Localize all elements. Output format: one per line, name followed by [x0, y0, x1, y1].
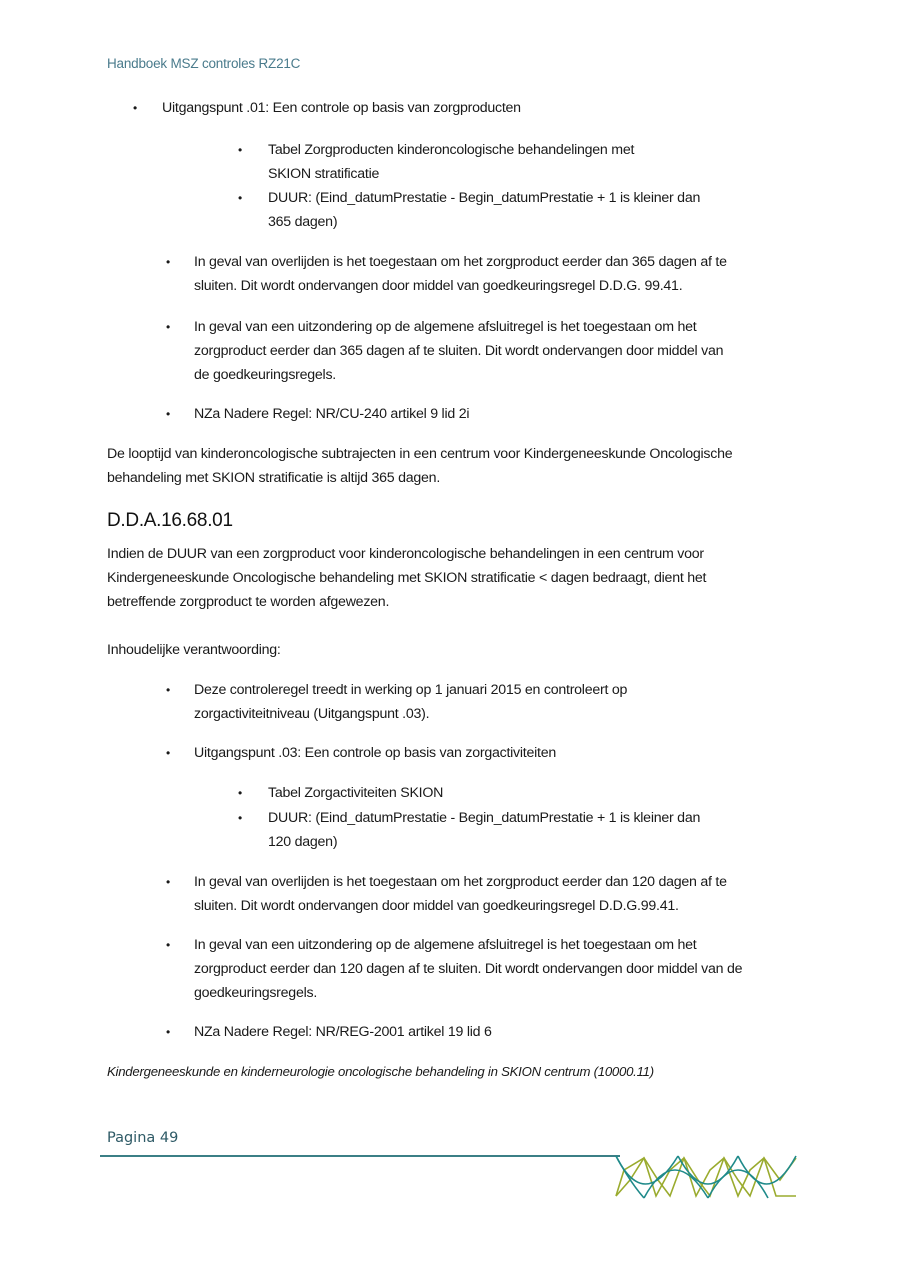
uitgangspunt-03: Uitgangspunt .03: Een controle op basis van zorgactiviteiten	[194, 745, 556, 761]
page-number: Pagina 49	[107, 1130, 179, 1146]
bullet-line: de goedkeuringsregels.	[194, 367, 336, 383]
bullet-uitzondering	[194, 315, 794, 387]
bullet-icon: •	[166, 255, 171, 269]
bullet-icon: •	[238, 786, 243, 800]
bullet-nza-regel: NZa Nadere Regel: NR/REG-2001 artikel 19 lid 6	[194, 1024, 492, 1040]
bullet-uitzondering	[194, 933, 794, 1005]
sub-item-line: 120 dagen)	[268, 834, 338, 850]
bullet-icon: •	[166, 320, 171, 334]
bullet-line: sluiten. Dit wordt ondervangen door middel van goedkeuringsregel D.D.G. 99.41.	[194, 278, 683, 294]
rule-heading: D.D.A.16.68.01	[107, 510, 233, 531]
bullet-icon: •	[238, 143, 243, 157]
bullet-icon: •	[166, 407, 171, 421]
sub-item-tabel: Tabel Zorgactiviteiten SKION	[268, 785, 444, 801]
rule-paragraph	[107, 542, 797, 614]
paragraph-line: betreffende zorgproduct te worden afgewezen.	[107, 594, 390, 610]
bullet-icon: •	[238, 811, 243, 825]
bullet-line: Deze controleregel treedt in werking op 1 januari 2015 en controleert op	[194, 682, 628, 698]
bullet-icon: •	[166, 875, 171, 889]
sub-item-line: Tabel Zorgproducten kinderoncologische behandelingen met	[268, 142, 635, 158]
sub-item-line: SKION stratificatie	[268, 166, 380, 182]
logo-olive-zigzag	[616, 1158, 796, 1196]
paragraph-line: behandeling met SKION stratificatie is altijd 365 dagen.	[107, 470, 441, 486]
uitgangspunt-01: Uitgangspunt .01: Een controle op basis van zorgproducten	[162, 100, 521, 116]
running-header: Handboek MSZ controles RZ21C	[107, 56, 301, 71]
bullet-overlijden	[194, 870, 794, 918]
bullet-line: In geval van overlijden is het toegestaan om het zorgproduct eerder dan 365 dagen af te	[194, 254, 727, 270]
bullet-nza-regel: NZa Nadere Regel: NR/CU-240 artikel 9 lid 2i	[194, 406, 470, 422]
bullet-icon: •	[133, 101, 138, 115]
verantwoording-label: Inhoudelijke verantwoording:	[107, 642, 281, 658]
sub-item-line: DUUR: (Eind_datumPrestatie - Begin_datumPrestatie + 1 is kleiner dan	[268, 810, 701, 826]
sub-item-line: DUUR: (Eind_datumPrestatie - Begin_datumPrestatie + 1 is kleiner dan	[268, 190, 701, 206]
bullet-line: sluiten. Dit wordt ondervangen door middel van goedkeuringsregel D.D.G.99.41.	[194, 898, 679, 914]
bullet-line: zorgproduct eerder dan 120 dagen af te sluiten. Dit wordt ondervangen door middel van de	[194, 961, 743, 977]
bullet-icon: •	[166, 1025, 171, 1039]
bullet-line: In geval van een uitzondering op de algemene afsluitregel is het toegestaan om het	[194, 319, 697, 335]
paragraph-line: Kindergeneeskunde Oncologische behandeling met SKION stratificatie < dagen bedraagt, dient het	[107, 570, 707, 586]
paragraph-line: De looptijd van kinderoncologische subtrajecten in een centrum voor Kindergeneeskunde Oncologische	[107, 446, 733, 462]
bullet-icon: •	[166, 746, 171, 760]
bullet-line: In geval van een uitzondering op de algemene afsluitregel is het toegestaan om het	[194, 937, 697, 953]
footer-divider	[100, 1155, 620, 1157]
bullet-icon: •	[166, 683, 171, 697]
bullet-icon: •	[166, 938, 171, 952]
caption: Kindergeneeskunde en kinderneurologie oncologische behandeling in SKION centrum (10000.11)	[107, 1064, 654, 1079]
bullet-line: zorgproduct eerder dan 365 dagen af te sluiten. Dit wordt ondervangen door middel van	[194, 343, 724, 359]
bullet-line: goedkeuringsregels.	[194, 985, 318, 1001]
bullet-line: zorgactiviteitniveau (Uitgangspunt .03).	[194, 706, 430, 722]
bullet-overlijden	[194, 250, 794, 298]
sub-item-duur	[268, 186, 748, 234]
sub-item-line: 365 dagen)	[268, 214, 338, 230]
bullet-werking	[194, 678, 794, 726]
decorative-arcs-logo-icon	[614, 1152, 798, 1202]
bullet-icon: •	[238, 191, 243, 205]
sub-item-duur	[268, 806, 748, 854]
paragraph-line: Indien de DUUR van een zorgproduct voor kinderoncologische behandelingen in een centrum voor	[107, 546, 704, 562]
bullet-line: In geval van overlijden is het toegestaan om het zorgproduct eerder dan 120 dagen af te	[194, 874, 727, 890]
sub-item-tabel	[268, 138, 748, 186]
looptijd-paragraph	[107, 442, 797, 490]
